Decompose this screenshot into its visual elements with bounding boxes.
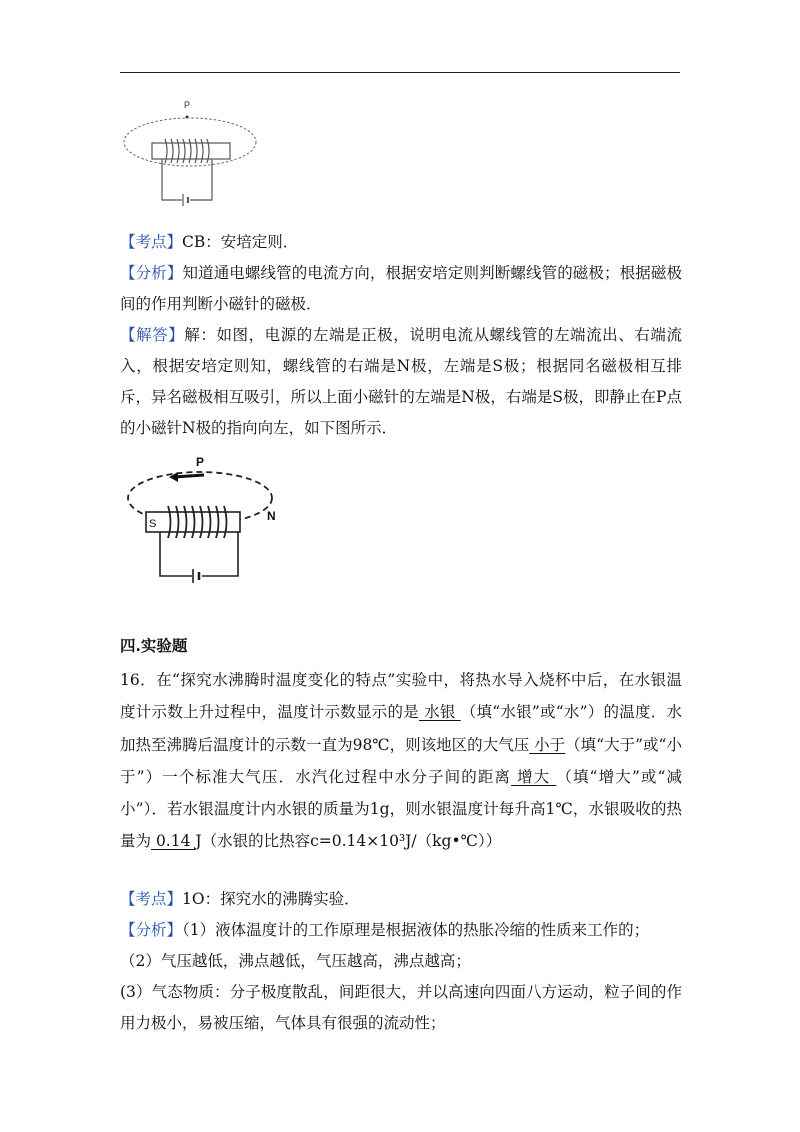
header-rule [120,72,680,73]
q16-answer-3: 增大 [511,767,557,786]
pole-n-label: N [267,509,276,523]
q16-part4: （填“增大”或“减小”）．若水银温度计内水银的质量为1g，则水银温度计每升高1℃，水银吸收的热量为 [120,767,682,851]
jieda-tag: 【解答】 [120,326,185,344]
jieda-text: 解：如图，电源的左端是正极，说明电流从螺线管的左端流出、右端流入，根据安培定则知，螺线管的右端是N极，左端是S极；根据同名磁极相互排斥，异名磁极相互吸引，所以上面小磁针的左端是N极，右端是S极，即静止在P点的小磁针N极的指向向左，如下图所示． [120,326,682,437]
jieda-1 [120,320,682,444]
q16-part5: J（水银的比热容c=0.14×10³J/（kg•℃）） [195,832,502,851]
kaodian-1 [120,227,682,258]
section-title: 四.实验题 [120,636,188,655]
fenxi-2 [120,915,682,946]
kaodian-tag: 【考点】 [120,890,183,908]
q16-part3: （填“大于”或“小于”）一个标准大气压．水汽化过程中水分子间的距离 [120,735,682,786]
point-p-label: P [184,100,191,110]
fenxi-text: 知道通电螺线管的电流方向，根据安培定则判断螺线管的磁极；根据磁极间的作用判断小磁针的磁极． [120,264,682,313]
fenxi-1 [120,258,682,320]
fenxi-2-line-3: (3）气态物质：分子极度散乱，间距很大，并以高速向四面八方运动，粒子间的作用力极小，易被压缩，气体具有很强的流动性； [120,983,682,1032]
fenxi-tag: 【分析】 [120,264,183,282]
q16-part1: 16．在“探究水沸腾时温度变化的特点”实验中，将热水导入烧杯中后，在水银温度计示数上升过程中，温度计示数显示的是 [120,671,682,722]
point-p-label-2: P [196,455,205,469]
solenoid-figure-2 [120,450,285,585]
fenxi-tag: 【分析】 [120,921,183,939]
q16-part2: （填“水银”或“水”）的温度．水加热至沸腾后温度计的示数一直为98℃，则该地区的大气压 [120,703,682,754]
needle-arrow [174,475,204,477]
q16-answer-1: 水银 [418,703,461,722]
solenoid-figure-1 [120,95,270,215]
question-16 [120,664,682,858]
fenxi-line-1: （1）液体温度计的工作原理是根据液体的热胀冷缩的性质来工作的； [182,921,650,939]
kaodian-tag: 【考点】 [120,233,183,251]
kaodian-text: 1O：探究水的沸腾实验． [182,890,360,908]
kaodian-text: CB：安培定则． [182,233,299,251]
pole-s-label: S [149,518,157,530]
kaodian-2 [120,884,682,915]
q16-answer-4: 0.14 [151,832,196,851]
q16-answer-2: 小于 [529,735,566,754]
fenxi-2-line-2: （2）气压越低，沸点越低，气压越高，沸点越高； [120,952,471,970]
